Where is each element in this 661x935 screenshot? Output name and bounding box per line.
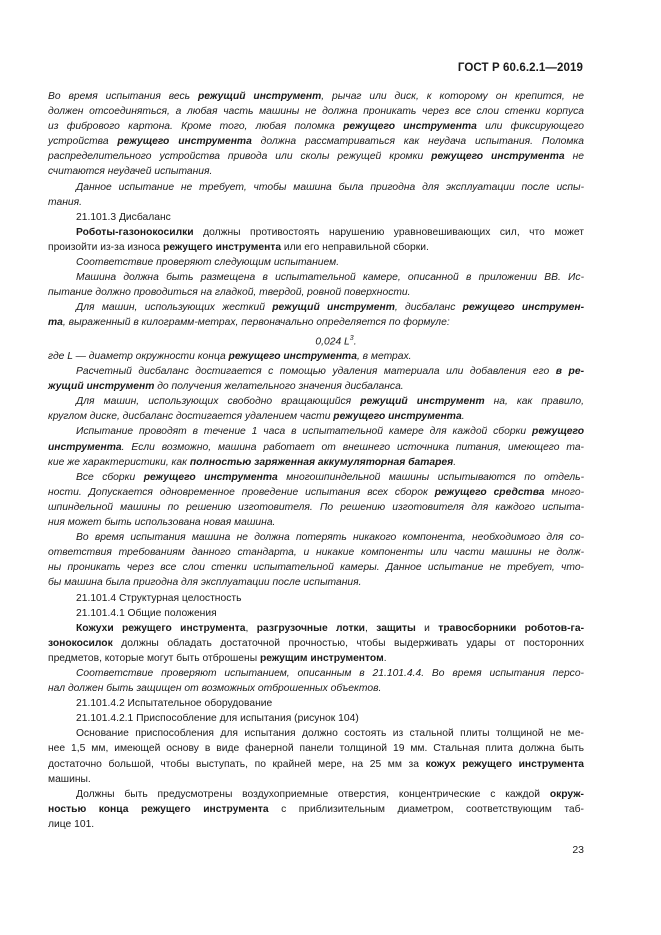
- text-line: распределительного устройства привода или сколы режущей кромки режущего инструмента не: [48, 151, 585, 163]
- standard-code: ГОСТ Р 60.6.2.1—2019: [457, 62, 583, 74]
- paragraph-compliance: [48, 255, 584, 270]
- text-line: из фибрового картона. Кроме того, любая поломка режущего инструмента или фиксирующего: [48, 121, 585, 133]
- section-heading-structural: 21.101.4 Структурная целостность: [76, 592, 242, 604]
- text-line: жущий инструмент до получения желательного значения дисбаланса.: [48, 381, 404, 393]
- paragraph-multi-spindle: [48, 470, 584, 530]
- text-line: устройства режущего инструмента должна рассматриваться как неудача испытания. Поломка: [48, 136, 585, 148]
- text-line: Во время испытания весь режущий инструмент, рычаг или диск, к которому он крепится, не: [48, 91, 584, 102]
- section-heading-equipment: 21.101.4.2 Испытательное оборудование: [76, 698, 273, 710]
- text-line: лице 101.: [48, 818, 95, 830]
- text-line: кие же характеристики, как полностью заряженная аккумуляторная батарея.: [48, 456, 457, 468]
- section-heading-general: 21.101.4.1 Общие положения: [76, 607, 217, 619]
- text-line: Соответствие проверяют следующим испытанием.: [76, 257, 340, 269]
- paragraph-air-holes: [48, 787, 584, 832]
- text-line: где L — диаметр окружности конца режущего инструмента, в метрах.: [48, 351, 412, 363]
- text-line: ния может быть использована новая машина.: [48, 517, 276, 529]
- text-line: Данное испытание не требует, чтобы машина была пригодна для эксплуатации после испы-: [76, 181, 584, 193]
- text-line: Испытание проводят в течение 1 часа в испытательной камере для каждой сборки режущего: [76, 426, 584, 438]
- text-line: бы машина была пригодна для эксплуатации после испытания.: [48, 577, 362, 589]
- text-line: нее 1,5 мм, имеющей основу в виде фанерной панели толщиной 19 мм. Стальная плита должна быть: [48, 743, 584, 755]
- paragraph-test-duration: [48, 424, 584, 469]
- text-line: Для машин, использующих жесткий режущий инструмент, дисбаланс режущего инструмен-: [76, 302, 585, 314]
- formula: 0,024 $L^3$.: [315, 334, 357, 347]
- paragraph-no-fit-required: [48, 180, 584, 210]
- text-line: та, выраженный в килограмм-метрах, первоначально определяется по формуле:: [48, 317, 450, 329]
- paragraph-guards: [48, 621, 584, 666]
- text-line: Машина должна быть размещена в испытательной камере, описанной в приложении ВВ. Ис-: [76, 272, 584, 284]
- paragraph-calculated-imbalance: [48, 364, 584, 394]
- text-line: достаточно большой, чтобы выступать, по крайней мере, на 25 мм за кожух режущего инструмента: [48, 758, 585, 770]
- text-line: Кожухи режущего инструмента, разгрузочные лотки, защиты и травосборники роботов-га-: [76, 622, 584, 634]
- paragraph-personnel: [48, 666, 584, 696]
- section-heading-imbalance: 21.101.3 Дисбаланс: [76, 211, 171, 223]
- paragraph-base-plate: [48, 726, 584, 786]
- text-line: должен отсоединяться, а любая часть машины не должна проникать через все слои стенки корпуса: [48, 106, 584, 118]
- text-line: предметов, которые могут быть отброшены режущим инструментом.: [48, 652, 387, 664]
- text-line: круглом диске, дисбаланс достигается удалением части режущего инструмента.: [48, 411, 465, 423]
- text-line: Для машин, использующих свободно вращающийся режущий инструмент на, как правило,: [76, 396, 585, 408]
- text-line: Во время испытания машина не должна потерять никакого компонента, необходимого для со-: [76, 532, 584, 544]
- text-line: Расчетный дисбаланс достигается с помощью удаления материала или добавления его в ре-: [76, 366, 585, 378]
- text-line: ны проникать через все слои стенки испытательной камеры. Данное испытание не требует, что-: [48, 562, 584, 574]
- text-line: тания.: [48, 196, 82, 208]
- page-number: 23: [572, 844, 584, 856]
- text-line: Роботы-газонокосилки должны противостоять нарушению уравновешивающих сил, что может: [76, 226, 584, 238]
- paragraph-no-component-loss: [48, 530, 584, 590]
- text-line: нал должен быть защищен от возможных отброшенных объектов.: [48, 683, 382, 695]
- paragraph-where: [48, 349, 584, 364]
- text-line: инструмента. Если возможно, машина работает от внешнего источника питания, имеющего та-: [48, 441, 584, 453]
- text-line: пытание должно проводиться на гладкой, твердой, ровной поверхности.: [48, 287, 411, 299]
- paragraph-test-chamber: [48, 270, 584, 300]
- text-line: Соответствие проверяют испытанием, описанным в 21.101.4.4. Во время испытания персо-: [76, 667, 584, 679]
- paragraph-imbalance-req: [48, 225, 584, 255]
- text-line: ностью конца режущего инструмента с приблизительным диаметром, соответствующим таб-: [48, 803, 584, 815]
- section-heading-fixture: 21.101.4.2.1 Приспособление для испытания (рисунок 104): [76, 713, 359, 725]
- text-line: ности. Допускается одновременное проведение испытания всех сборок режущего средства много-: [48, 486, 584, 498]
- text-line: произойти из-за износа режущего инструмента или его неправильной сборки.: [48, 241, 429, 253]
- paragraph-rigid-blade: [48, 300, 584, 330]
- text-line: ответствия требованиям данного стандарта, и никакие компоненты или части машины не долж-: [48, 547, 584, 559]
- text-line: Основание приспособления для испытания должно состоять из стальной плиты толщиной не ме-: [76, 728, 584, 740]
- paragraph-free-blade: [48, 394, 584, 424]
- text-line: Все сборки режущего инструмента многошпиндельной машины испытываются по отдель-: [76, 471, 584, 483]
- text-line: зонокосилок должны обладать достаточной прочностью, чтобы выдерживать удары от посторонних: [48, 637, 584, 649]
- text-line: Должны быть предусмотрены воздухоприемные отверстия, концентрические с каждой окруж-: [76, 788, 584, 800]
- text-line: шпиндельной машины по решению изготовителя. По решению изготовителя для каждого испыта-: [48, 501, 584, 513]
- text-line: считаются неудачей испытания.: [48, 166, 213, 178]
- text-line: машины.: [48, 773, 91, 785]
- paragraph-blade-failure: [48, 89, 584, 180]
- document-body: [48, 89, 584, 832]
